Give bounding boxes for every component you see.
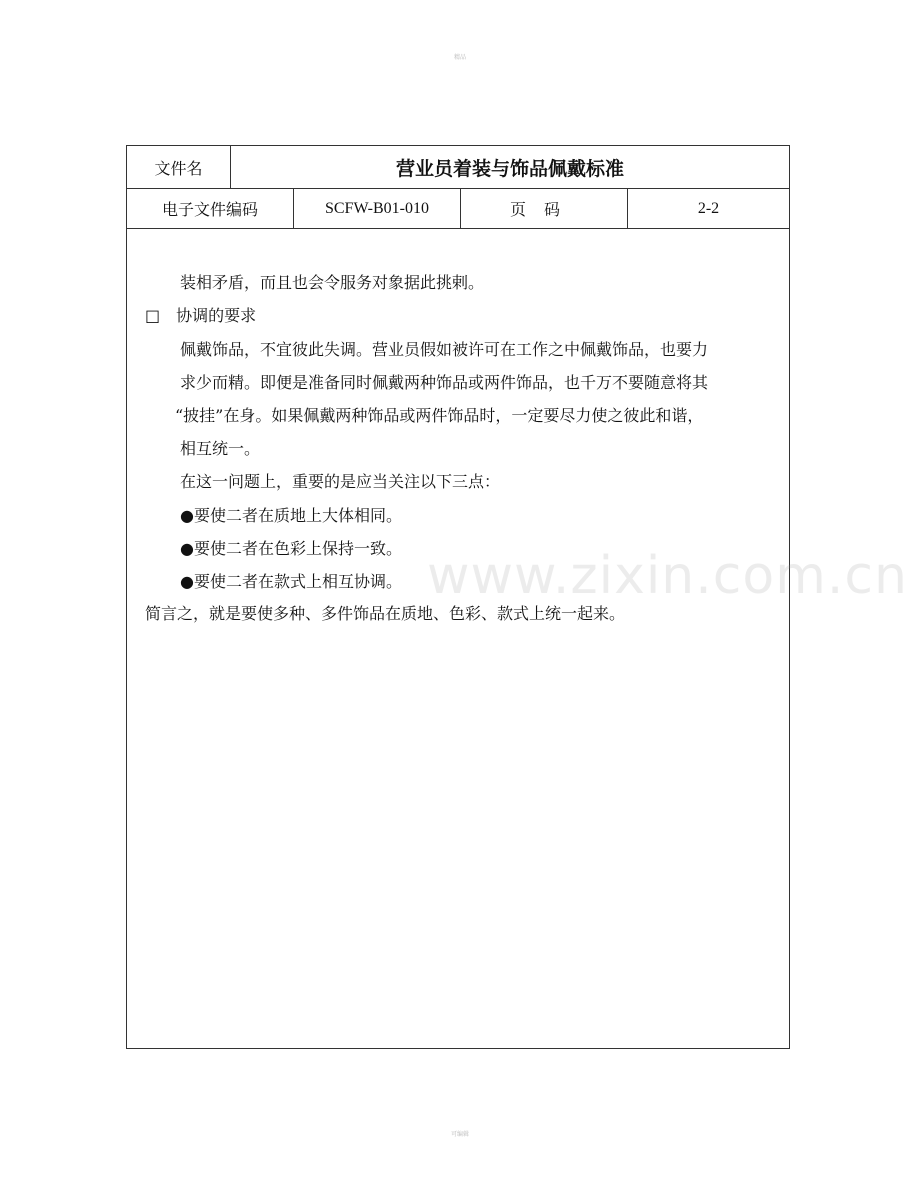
watermark-text: www.zixin.com.cn [427,546,908,606]
title-row [127,146,789,189]
file-code-label: 电子文件编码 [127,189,294,228]
summary-line: 简言之，就是要使多种、多件饰品在质地、色彩、款式上统一起来。 [145,604,626,623]
page-number-label: 页码 [461,189,628,228]
page-header-mark: 精品 [453,54,466,61]
document-title: 营业员着装与饰品佩戴标准 [395,157,624,180]
bullet-item: ●要使二者在质地上大体相同。 [180,506,402,525]
bullet-item: ●要使二者在款式上相互协调。 [180,572,402,591]
page-footer-mark: 可编辑 [450,1131,469,1138]
paragraph-line: 求少而精。即便是准备同时佩戴两种饰品或两件饰品，也千万不要随意将其 [180,373,709,392]
bullet-item: ●要使二者在色彩上保持一致。 [180,539,402,558]
paragraph-line: 在这一问题上，重要的是应当关注以下三点： [180,472,501,491]
section-heading: □ 协调的要求 [145,306,257,325]
paragraph-line: 佩戴饰品，不宜彼此失调。营业员假如被许可在工作之中佩戴饰品，也要力 [180,340,709,359]
file-code-value: SCFW-B01-010 [294,189,461,228]
meta-row [127,189,789,229]
page-number-value: 2-2 [697,199,720,217]
paragraph-line: “披挂”在身。如果佩戴两种饰品或两件饰品时，一定要尽力使之彼此和谐， [175,406,704,425]
file-name-label: 文件名 [127,146,231,188]
paragraph-line: 装相矛盾，而且也会令服务对象据此挑剌。 [180,273,485,292]
paragraph-line: 相互统一。 [180,439,261,458]
